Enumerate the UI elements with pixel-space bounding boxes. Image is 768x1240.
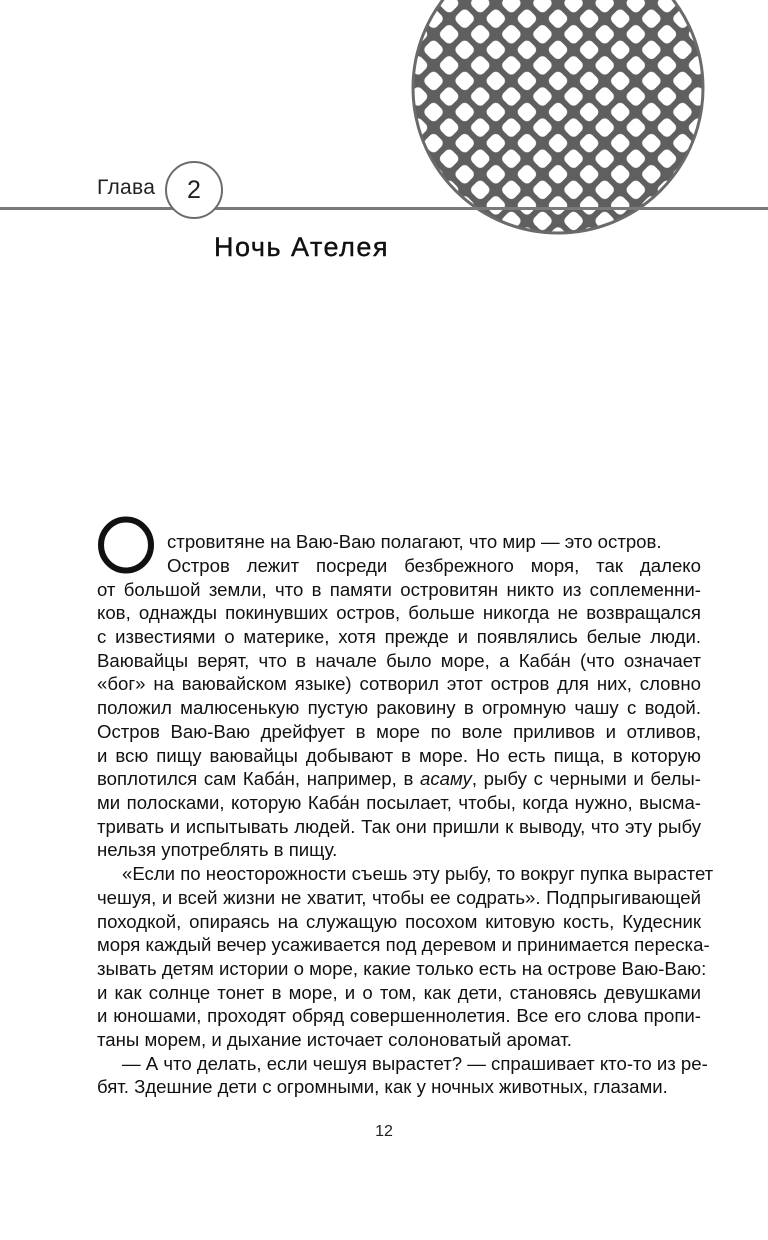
text-line: Ваювайцы верят, что в начале было море, а Каба́н (что означает xyxy=(97,650,701,671)
text-line: нельзя употреблять в пищу. xyxy=(97,839,338,860)
chapter-divider-line xyxy=(0,207,768,210)
text-line: моря каждый вечер усаживается под деревом и принимается переска- xyxy=(97,934,710,955)
text-line: походкой, опираясь на служащую посохом китовую кость, Кудесник xyxy=(97,911,701,932)
chapter-label: Глава xyxy=(97,176,156,199)
text-line: от большой земли, что в памяти островитян никто из соплеменни- xyxy=(97,579,701,600)
text-line: Остров лежит посреди безбрежного моря, так далеко xyxy=(167,555,701,576)
text-line: бят. Здешние дети с огромными, как у ночных животных, глазами. xyxy=(97,1076,668,1097)
text-line: ков, однажды покинувших остров, больше никогда не возвращался xyxy=(97,602,701,623)
chapter-number-badge xyxy=(165,161,223,219)
emphasized-word: асаму xyxy=(420,768,472,789)
text-line: и как солнце тонет в море, и о том, как дети, становясь девушками xyxy=(97,982,701,1003)
text-line: стровитяне на Ваю-Ваю полагают, что мир — это остров. xyxy=(167,531,662,552)
decorative-pattern-circle xyxy=(410,0,706,236)
text-line: «Если по неосторожности съешь эту рыбу, то вокруг пупка вырастет xyxy=(122,863,714,884)
text-line: — А что делать, если чешуя вырастет? — спрашивает кто-то из ре- xyxy=(122,1053,708,1074)
text-line: чешуя, и всей жизни не хватит, чтобы ее содрать». Подпрыгивающей xyxy=(97,887,701,908)
text-line xyxy=(97,768,701,790)
text-line: и юношами, проходят обряд совершеннолетия. Все его слова пропи- xyxy=(97,1005,701,1026)
text-line: «бог» на ваювайском языке) сотворил этот остров для них, словно xyxy=(97,673,701,694)
text-line: тривать и испытывать людей. Так они пришли к выводу, что эту рыбу xyxy=(97,816,701,837)
chapter-title: Ночь Ателея xyxy=(214,232,390,262)
text-line: таны морем, и дыхание источает солоноватый аромат. xyxy=(97,1029,572,1050)
text-line: с известиями о материке, хотя прежде и появлялись белые люди. xyxy=(97,626,701,647)
page-number: 12 xyxy=(375,1123,393,1140)
text-line: зывать детям истории о море, какие только есть на острове Ваю-Ваю: xyxy=(97,958,707,979)
text-line: Остров Ваю-Ваю дрейфует в море по воле приливов и отливов, xyxy=(97,721,701,742)
chapter-number: 2 xyxy=(187,175,201,204)
text-line: и всю пищу ваювайцы добывают в море. Но есть пища, в которую xyxy=(97,745,701,766)
text-line: ми полосками, которую Каба́н посылает, чтобы, когда нужно, высма- xyxy=(97,792,701,813)
text-line: положил малюсенькую пустую раковину в огромную чашу с водой. xyxy=(97,697,701,718)
text-segment: воплотился сам Каба́н, например, в xyxy=(97,768,421,789)
text-segment: , рыбу с черными и белы- xyxy=(471,768,701,789)
drop-cap xyxy=(97,516,155,574)
